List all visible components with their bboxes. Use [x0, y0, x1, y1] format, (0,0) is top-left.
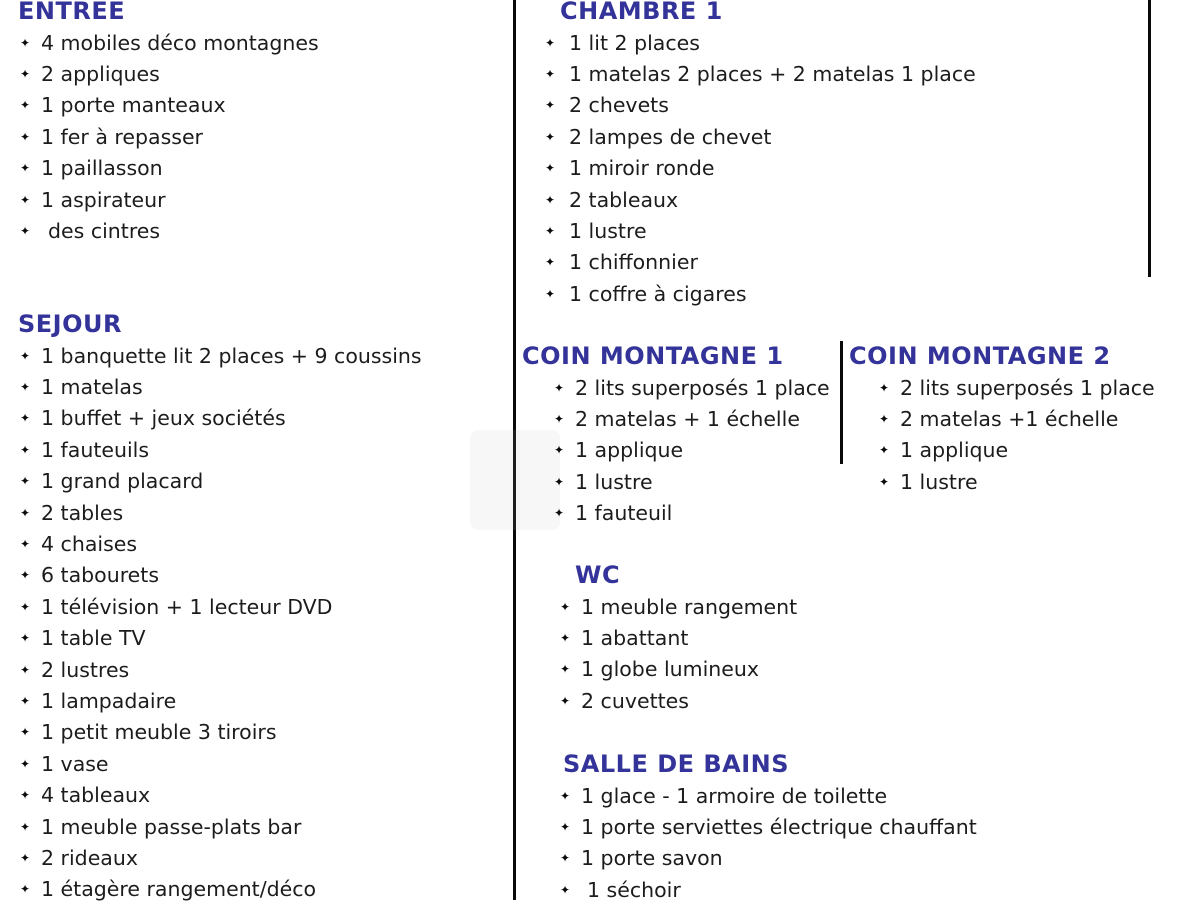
list-item	[545, 184, 976, 215]
item-text: 1 lustre	[900, 469, 978, 494]
list-item	[20, 434, 422, 465]
section-title-sejour: SEJOUR	[18, 310, 122, 338]
list-item	[20, 560, 422, 591]
diamond-bullet-icon: ✦	[20, 882, 31, 897]
list-item	[20, 685, 422, 716]
list-item	[879, 372, 1155, 403]
diamond-bullet-icon: ✦	[20, 693, 31, 708]
section-chambre1	[545, 0, 976, 310]
list-item	[554, 466, 830, 497]
item-text: 1 grand placard	[41, 469, 204, 494]
list-item	[20, 371, 422, 402]
item-text: 1 lampadaire	[41, 688, 177, 713]
item-text: 1 séchoir	[587, 877, 681, 902]
section-sejour	[18, 308, 422, 905]
list-item	[554, 498, 830, 529]
item-text: 1 porte manteaux	[41, 93, 226, 118]
item-text: 1 fer à repasser	[41, 124, 203, 149]
diamond-bullet-icon: ✦	[20, 756, 31, 771]
list-item	[560, 843, 977, 874]
diamond-bullet-icon: ✦	[560, 599, 571, 614]
list-item	[20, 58, 319, 89]
item-text: 1 paillasson	[41, 156, 163, 181]
list-item	[20, 654, 422, 685]
diamond-bullet-icon: ✦	[20, 161, 31, 176]
item-text: 1 lustre	[569, 219, 647, 244]
chambre1-item-list	[545, 27, 976, 310]
item-text: 2 matelas + 1 échelle	[575, 407, 800, 432]
item-text: 1 globe lumineux	[581, 657, 760, 682]
list-item	[20, 184, 319, 215]
section-title-wc: WC	[575, 561, 621, 589]
diamond-bullet-icon: ✦	[545, 192, 556, 207]
list-item	[560, 811, 977, 842]
item-text: 2 chevets	[569, 93, 669, 118]
item-text: 2 cuvettes	[581, 688, 689, 713]
item-text: 1 matelas	[41, 375, 143, 400]
item-text: 1 banquette lit 2 places + 9 coussins	[41, 343, 422, 368]
diamond-bullet-icon: ✦	[20, 411, 31, 426]
list-item	[20, 811, 422, 842]
section-coin-montagne-2	[849, 340, 1155, 498]
item-text: 1 télévision + 1 lecteur DVD	[41, 594, 333, 619]
diamond-bullet-icon: ✦	[560, 820, 571, 835]
item-text: 1 lit 2 places	[569, 30, 700, 55]
list-item	[879, 435, 1155, 466]
diamond-bullet-icon: ✦	[545, 35, 556, 50]
list-item	[560, 654, 797, 685]
diamond-bullet-icon: ✦	[20, 725, 31, 740]
diamond-bullet-icon: ✦	[20, 129, 31, 144]
item-text: 1 fauteuil	[575, 501, 673, 526]
diamond-bullet-icon: ✦	[560, 882, 571, 897]
item-text: 4 chaises	[41, 532, 138, 557]
list-item	[545, 27, 976, 58]
diamond-bullet-icon: ✦	[20, 192, 31, 207]
diamond-bullet-icon: ✦	[20, 850, 31, 865]
list-item	[545, 278, 976, 309]
diamond-bullet-icon: ✦	[20, 98, 31, 113]
list-item	[20, 121, 319, 152]
diamond-bullet-icon: ✦	[20, 67, 31, 82]
coin-montagne-2-item-list	[849, 372, 1155, 498]
item-text: 1 miroir ronde	[569, 156, 715, 181]
list-item	[20, 717, 422, 748]
item-text: 1 aspirateur	[41, 187, 166, 212]
diamond-bullet-icon: ✦	[879, 443, 890, 458]
diamond-bullet-icon: ✦	[554, 380, 565, 395]
item-text: 1 petit meuble 3 tiroirs	[41, 720, 277, 745]
diamond-bullet-icon: ✦	[560, 631, 571, 646]
item-text: des cintres	[48, 219, 161, 244]
list-item	[20, 874, 422, 905]
diamond-bullet-icon: ✦	[20, 505, 31, 520]
diamond-bullet-icon: ✦	[554, 443, 565, 458]
diamond-bullet-icon: ✦	[560, 788, 571, 803]
item-text: 1 meuble rangement	[581, 594, 798, 619]
item-text: 1 matelas 2 places + 2 matelas 1 place	[569, 62, 976, 87]
item-text: 2 rideaux	[41, 845, 138, 870]
diamond-bullet-icon: ✦	[20, 788, 31, 803]
diamond-bullet-icon: ✦	[560, 693, 571, 708]
list-item	[560, 874, 977, 905]
list-item	[545, 153, 976, 184]
list-item	[560, 591, 797, 622]
list-item	[20, 497, 422, 528]
list-item	[554, 372, 830, 403]
list-item	[560, 622, 797, 653]
item-text: 2 tableaux	[569, 187, 679, 212]
diamond-bullet-icon: ✦	[20, 662, 31, 677]
diamond-bullet-icon: ✦	[20, 474, 31, 489]
list-item	[20, 153, 319, 184]
section-title-chambre1: CHAMBRE 1	[560, 0, 723, 25]
item-text: 1 meuble passe-plats bar	[41, 814, 302, 839]
diamond-bullet-icon: ✦	[20, 442, 31, 457]
section-salle-de-bains	[558, 748, 977, 906]
item-text: 1 coffre à cigares	[569, 281, 747, 306]
coin-montagne-divider-line	[840, 341, 843, 464]
diamond-bullet-icon: ✦	[554, 412, 565, 427]
coin-montagne-1-item-list	[522, 372, 830, 529]
wc-item-list	[558, 591, 797, 717]
list-item	[20, 528, 422, 559]
diamond-bullet-icon: ✦	[20, 568, 31, 583]
center-divider-line	[513, 0, 516, 900]
salle-de-bains-item-list	[558, 780, 977, 906]
list-item	[554, 403, 830, 434]
right-divider-line	[1148, 0, 1151, 277]
diamond-bullet-icon: ✦	[545, 286, 556, 301]
item-text: 2 lits superposés 1 place	[575, 375, 830, 400]
section-title-salle-de-bains: SALLE DE BAINS	[563, 750, 790, 778]
list-item	[20, 90, 319, 121]
item-text: 2 lampes de chevet	[569, 124, 772, 149]
diamond-bullet-icon: ✦	[545, 161, 556, 176]
diamond-bullet-icon: ✦	[560, 851, 571, 866]
section-title-coin-montagne-1: COIN MONTAGNE 1	[522, 342, 784, 370]
list-item	[20, 340, 422, 371]
diamond-bullet-icon: ✦	[554, 506, 565, 521]
item-text: 1 étagère rangement/déco	[41, 877, 317, 902]
list-item	[20, 466, 422, 497]
diamond-bullet-icon: ✦	[20, 599, 31, 614]
item-text: 1 fauteuils	[41, 437, 150, 462]
diamond-bullet-icon: ✦	[879, 474, 890, 489]
diamond-bullet-icon: ✦	[20, 380, 31, 395]
list-item	[545, 215, 976, 246]
list-item	[20, 215, 319, 246]
list-item	[20, 748, 422, 779]
diamond-bullet-icon: ✦	[560, 662, 571, 677]
sejour-item-list	[18, 340, 422, 905]
diamond-bullet-icon: ✦	[20, 819, 31, 834]
section-coin-montagne-1	[522, 340, 830, 529]
section-title-entree: ENTREE	[18, 0, 126, 25]
item-text: 4 tableaux	[41, 783, 151, 808]
item-text: 1 abattant	[581, 626, 689, 651]
diamond-bullet-icon: ✦	[879, 412, 890, 427]
diamond-bullet-icon: ✦	[20, 348, 31, 363]
list-item	[545, 58, 976, 89]
section-wc	[558, 559, 797, 717]
diamond-bullet-icon: ✦	[545, 98, 556, 113]
item-text: 1 vase	[41, 751, 109, 776]
item-text: 1 lustre	[575, 469, 653, 494]
list-item	[879, 466, 1155, 497]
list-item	[554, 435, 830, 466]
item-text: 1 porte serviettes électrique chauffant	[581, 815, 977, 840]
item-text: 1 applique	[900, 438, 1009, 463]
item-text: 1 porte savon	[581, 846, 723, 871]
diamond-bullet-icon: ✦	[20, 224, 31, 239]
item-text: 2 appliques	[41, 62, 160, 87]
list-item	[545, 121, 976, 152]
item-text: 1 buffet + jeux sociétés	[41, 406, 286, 431]
diamond-bullet-icon: ✦	[20, 35, 31, 50]
item-text: 1 applique	[575, 438, 684, 463]
list-item	[20, 623, 422, 654]
item-text: 2 matelas +1 échelle	[900, 407, 1119, 432]
diamond-bullet-icon: ✦	[545, 67, 556, 82]
diamond-bullet-icon: ✦	[20, 537, 31, 552]
item-text: 6 tabourets	[41, 563, 160, 588]
list-item	[20, 591, 422, 622]
list-item	[560, 780, 977, 811]
item-text: 1 chiffonnier	[569, 250, 698, 275]
diamond-bullet-icon: ✦	[879, 380, 890, 395]
list-item	[20, 403, 422, 434]
entree-item-list	[18, 27, 319, 247]
list-item	[20, 779, 422, 810]
list-item	[20, 27, 319, 58]
section-entree	[18, 0, 319, 247]
diamond-bullet-icon: ✦	[20, 631, 31, 646]
item-text: 2 tables	[41, 500, 124, 525]
list-item	[560, 685, 797, 716]
diamond-bullet-icon: ✦	[545, 255, 556, 270]
section-title-coin-montagne-2: COIN MONTAGNE 2	[849, 342, 1111, 370]
item-text: 2 lustres	[41, 657, 130, 682]
list-item	[545, 90, 976, 121]
diamond-bullet-icon: ✦	[545, 224, 556, 239]
list-item	[545, 247, 976, 278]
diamond-bullet-icon: ✦	[545, 129, 556, 144]
item-text: 4 mobiles déco montagnes	[41, 30, 319, 55]
list-item	[879, 403, 1155, 434]
diamond-bullet-icon: ✦	[554, 474, 565, 489]
item-text: 1 glace - 1 armoire de toilette	[581, 783, 888, 808]
item-text: 2 lits superposés 1 place	[900, 375, 1155, 400]
item-text: 1 table TV	[41, 626, 146, 651]
list-item	[20, 842, 422, 873]
